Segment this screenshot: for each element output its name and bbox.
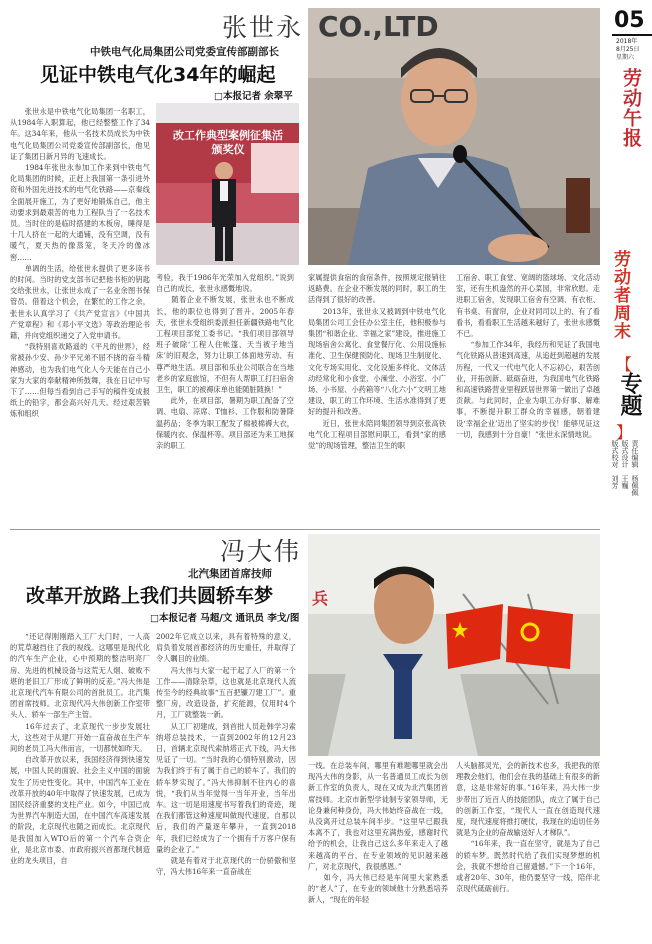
article2-name: 冯大伟: [220, 537, 302, 566]
article1-column-1: 张世永是中铁电气化局集团一名职工，从1984年入职算起，他已经整整工作了34年。这34年来，他从一名技术员成长为中铁电气化局集团公司党委宣传部副部长，他见证了集团日新月异的飞速成长。 1984年张世永参加工作来到中铁电气化局集团的时候，正赶上我国第一条引进外资和外国先进技术的电气化铁路——京秦线全面展开施工，为了更好地锻炼自己，他主动要求到最艰苦的电力工程队当了一名技术员。当时住的是临时搭建的木板房，睡得是十几人挤在一起的大通铺，没有空调，没有暖气，夏天热的像蒸笼，冬天冷的像冰窖…… 单调的生活，给张世永提供了更多读书的时间。当时的党支部书记把他书柜的钥匙交给张世永，让张世永成了一名业余图书保管员。借着这个机会，在繁忙的工作之余，张世永认真学习了《共产党宣言》《中国共产党章程》和《邓小平文选》等政治理论书籍，并向党组织递交了入党申请书。 “我特别喜欢路遥的《平凡的世界》，经常被孙少安、孙少平兄弟不屈不挠的奋斗精神感动，也为我们电气化人今天能在自己小家为大家的奉献精神所鼓舞，我在日记中写下了……但每当看到自己手写的稿件变成报纸上的铅字，都会高兴好几天。经过艰苦锻炼和组织: [10, 107, 150, 419]
photo-sign-character: 兵: [312, 589, 329, 608]
page-number-rule: [612, 34, 652, 36]
article1-column-3: 家属提供食宿的食宿条件，按照规定报销往返路费。在企业不断发展的同时，职工的生活得到了很好的改善。 2013年，张世永又被调到中铁电气化局集团公司工会任办公室主任，他积极参与集团“和谐企业、幸福之家”建设，推进施工现场宿舍公寓化、食堂餐厅化、公用设施标准化、卫生保健预防化、现场卫生制度化、文化专场实用化、文化设施多样化、文体活动经常化和小食堂、小澡堂、小浴室、小广场、小书屋、小药箱等“八化六小”文明工地建设，职工的工作环境、生活水准得到了更好的提升和改善。 近日，张世永陪同集团领导到京张高铁电气化工程项目部慰问职工，看到“家的感觉”的现场管理，整洁卫生的职: [308, 273, 446, 451]
article-divider: [10, 529, 600, 530]
article1-column-2: 考验，我于1986年光荣加入党组织。”说到自己的成长，张世永感慨地说。 随着企业不断发展，张世永也不断成长，他的职位也得到了晋升。2005年春天，张世永受组织委派担任新疆铁路电气化工程项目部党工委书记。“我们项目部领导班子破除‘工程人住帐篷、天当被子地当床’的旧观念，努力让职工体面地劳动、有尊严地生活。项目部和乐业公司联合在当地老乡的家庭旅馆，不但有人帮职工打扫宿舍卫生，职工的被褥床单也能随脏随换！” 此外，在项目部，暑期为职工配备了空调、电扇、凉席、T恤衫、工作服和防暑降温药品；冬季为职工配发了棉被棉褥大衣，保暖内衣、保温杯等。项目部还为来工地探亲的职工: [156, 273, 294, 451]
article1-name: 张世永: [222, 13, 304, 42]
zhang-shiyong-illustration: [308, 8, 600, 265]
photo-sign-text: CO.,LTD: [318, 10, 439, 43]
photo-award-ceremony: [156, 103, 299, 265]
issue-date: 2018年 8月25日 星期六: [616, 38, 640, 61]
section-title-2: 专题: [617, 372, 642, 416]
right-sidebar: [606, 0, 652, 944]
article1-byline: □本报记者 余翠平: [214, 91, 293, 102]
article2-column-3: 一线。在总装车间，哪里有难题哪里就会出现冯大伟的身影，从一名普通员工成长为创新工作室的负责人，现在又成为北汽集团首席技师。北京市新型学徒制专家领导师，无论身兼何种身份，冯大伟始终奋战在一线，从没离开过总装车间半步。“这里早已跟我本离不了，我也对这里充满热爱，感谢时代给予的机会，让我自己这么多年来走入了越来越高的平台，在专业领域的见识越来越广，对北京现代，我很感恩。” 如今，冯大伟已经是车间里大家熟悉的“老人”了，在专业的领域他十分熟悉培养新人，“现在的年轻: [308, 761, 448, 905]
article1-role: 中铁电气化局集团公司党委宣传部副部长: [90, 46, 279, 58]
photo-zhang-shiyong: [308, 8, 600, 265]
page-number: 05: [614, 8, 645, 33]
editor-credits: 责任编辑 杨佩佩 版式设计 王巍 版式校对 刘芳: [611, 440, 639, 496]
article2-byline: □本报记者 马超/文 通讯员 李戈/图: [150, 613, 300, 624]
award-banner-text: 改工作典型案例征集活 颁奖仪: [173, 129, 283, 156]
award-ceremony-illustration: [156, 103, 299, 265]
section-bracket-open: 【: [616, 355, 633, 374]
article2-column-1: “还记得刚刚踏入工厂大门时，一人高的荒草越挡住了我的视线。这哪里是现代化的汽车生产企业，心中预期的整洁明亮厂房、先进的机械设备与这荒无人烟、破败不堪的老旧工厂形成了鲜明的反差。”冯大伟是北京现代汽车有限公司的首批员工。北汽集团首席技师。北京现代冯大伟创新工作室带头人、轿车一部生产主管。 16年过去了，北京现代一步步发展壮大，这些对于从建厂开始一直奋战在生产车间的老员工冯大伟而言，一切都恍如昨天。 自改革开放以来，我国经济得到快速发展，中国人民的面貌、社会主义中国的面貌发生了历史性变化。其中，中国汽车工业在改革开放的40年中取得了快速发展，已成为国民经济重要的支柱产业。如今，中国已成为世界汽车制造大国，在中国汽车高速发展的阶段，北京现代也随之而成长。北京现代是我国加入WTO后的第一个汽车合资企业，是北京市委、市政府振兴首都现代制造业的龙头项目，自: [10, 632, 150, 866]
photo-feng-dawei: [308, 534, 600, 756]
article2-column-2: 2002年它成立以来，具有着特殊的意义，肩负着发展首都经济的历史重任，并取得了令人瞩目的业绩。 冯大伟与大家一起干起了入厂的第一个工作——清除杂草，这也就是北京现代人流传至今的经典故事“五百把镰刀建工厂”。重整厂房，改造设备，扩充能源，仅用时4个月，工厂就整装一新。 从工厂初建成，到首批人员赴韩学习索纳塔总装技术，一直到2002年的12月23日，首辆北京现代索纳塔正式下线，冯大伟见证了一切。“当时我的心情特别激动，因为我们终于有了属于自己的轿车了。我们的轿车梦实现了。”冯大伟抑制不住内心的喜悦，“我们从当年觉得一当年开业，当年出车。这一切是用速度书写着我们的奇迹，现在我们都管这种速度叫做现代速度。自那以后，我们的产量逐年攀升，一直到2018年，我们已经成为了一个拥有千万客户保有量的企业了。” 就是有着对于北京现代的一份骄傲和坚守，冯大伟16年来一直奋战在: [156, 632, 296, 877]
article1-title: 见证中铁电气化34年的崛起: [40, 64, 276, 86]
section-bracket-close: 】: [616, 423, 633, 442]
section-title-1: 劳动者周末: [610, 250, 630, 340]
article2-column-4: 人头脑都灵光，会的新技术也多，我把我的原理教会他们，他们会在我的基础上有很多的新意，这是非常好的事。”16年来，冯大伟一步步带出了近百人的技能团队，成立了属于自己的创新工作室，“现代人一直在创造现代速度，现代速度将推打硬仗，我现在的追切任务就是为企业的奋战输送好人才梯队”。 “16年来，我一直在坚守，就是为了自己的轿车梦。既然时代给了我们实现梦想的机会，我就不想给自己留遗憾。”下一个16年，或者20年、30年，他仍要坚守一线，陪伴北京现代砥砺前行。: [456, 761, 600, 894]
article2-role: 北汽集团首席技师: [188, 568, 272, 580]
paper-name-logo: 劳动午报: [620, 68, 642, 148]
feng-dawei-illustration: [308, 534, 600, 756]
article1-column-4: 工宿舍、职工食堂、宽阔的篮球场、文化活动室，还有生机盎然的开心菜园，非常欣慰。走进职工宿舍，发现职工宿舍有空调、有衣柜、有书桌、有窗帘，企业对同司以上的、有了看看书，看看职工生活越来越好了，张世永感慨不已。 “参加工作34年，我经历和见证了我国电气化铁路从普速到高速，从追赶到超越的发展历程，一代又一代电气化人不忘初心，艰苦创业，开拓创新、砥砺奋进，为我国电气化铁路和高速铁路营业里程跃居世界第一做出了卓越贡献。与此同时，企业为职工办好事、解难事，不断提升职工群众的幸福感，朝着建设‘幸福企业’迈出了坚实的步伐！能够见证这一切，我感到十分自豪！”张世永深情地说。: [456, 273, 600, 439]
article2-title: 改革开放路上我们共圆轿车梦: [26, 585, 274, 607]
